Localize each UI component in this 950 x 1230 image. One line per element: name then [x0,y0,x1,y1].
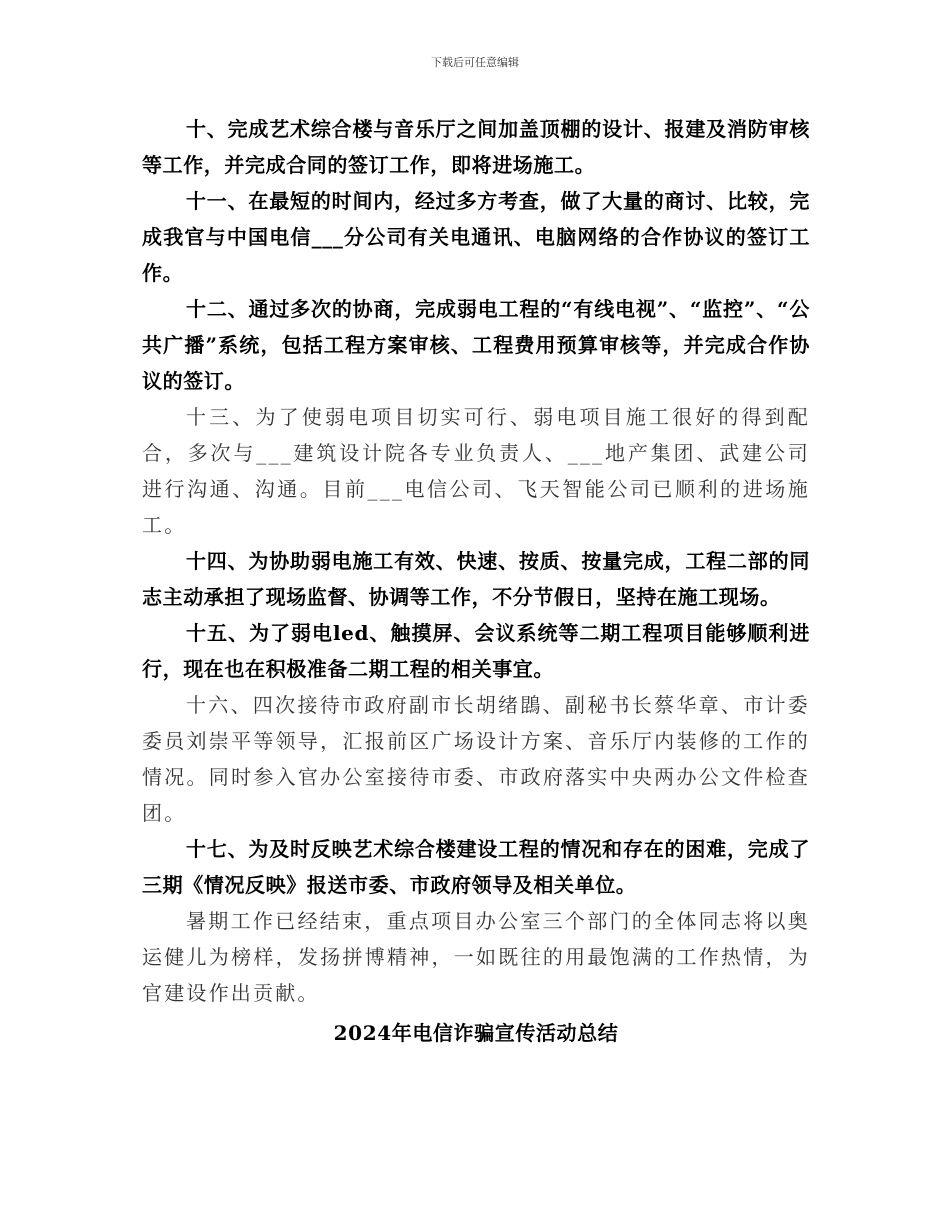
section-title: 2024年电信诈骗宣传活动总结 [333,1021,619,1045]
document-body [142,111,810,1051]
paragraph-16: 十六、四次接待市政府副市长胡绪鵾、副秘书长蔡华章、市计委委员刘崇平等领导，汇报前区广场设计方案、音乐厅内装修的工作的情况。同时参入官办公室接待市委、市政府落实中央两办公文件检查团。 [142,693,810,825]
paragraph-10: 十、完成艺术综合楼与音乐厅之间加盖顶棚的设计、报建及消防审核等工作，并完成合同的签订工作，即将进场施工。 [142,117,810,177]
paragraph-11: 十一、在最短的时间内，经过多方考查，做了大量的商讨、比较，完成我官与中国电信___分公司有关电通讯、电脑网络的合作协议的签订工作。 [142,189,810,285]
paragraph-15: 十五、为了弱电led、触摸屏、会议系统等二期工程项目能够顺利进行，现在也在积极准备二期工程的相关事宜。 [142,621,810,681]
paragraph-closing: 暑期工作已经结束，重点项目办公室三个部门的全体同志将以奥运健儿为榜样，发扬拼博精神，一如既往的用最饱满的工作热情，为官建设作出贡献。 [142,909,810,1005]
paragraph-12: 十二、通过多次的协商，完成弱电工程的“有线电视”、“监控”、“公共广播”系统，包括工程方案审核、工程费用预算审核等，并完成合作协议的签订。 [142,297,811,393]
paragraph-14: 十四、为协助弱电施工有效、快速、按质、按量完成，工程二部的同志主动承担了现场监督、协调等工作，不分节假日，坚持在施工现场。 [142,549,810,609]
paragraph-17: 十七、为及时反映艺术综合楼建设工程的情况和存在的困难，完成了三期《情况反映》报送市委、市政府领导及相关单位。 [142,837,810,897]
page-header: 下载后可任意编辑 [431,56,519,69]
paragraph-13: 十三、为了使弱电项目切实可行、弱电项目施工很好的得到配合，多次与___建筑设计院各专业负责人、___地产集团、武建公司进行沟通、沟通。目前___电信公司、飞天智能公司已顺利的进场施工。 [142,405,810,537]
